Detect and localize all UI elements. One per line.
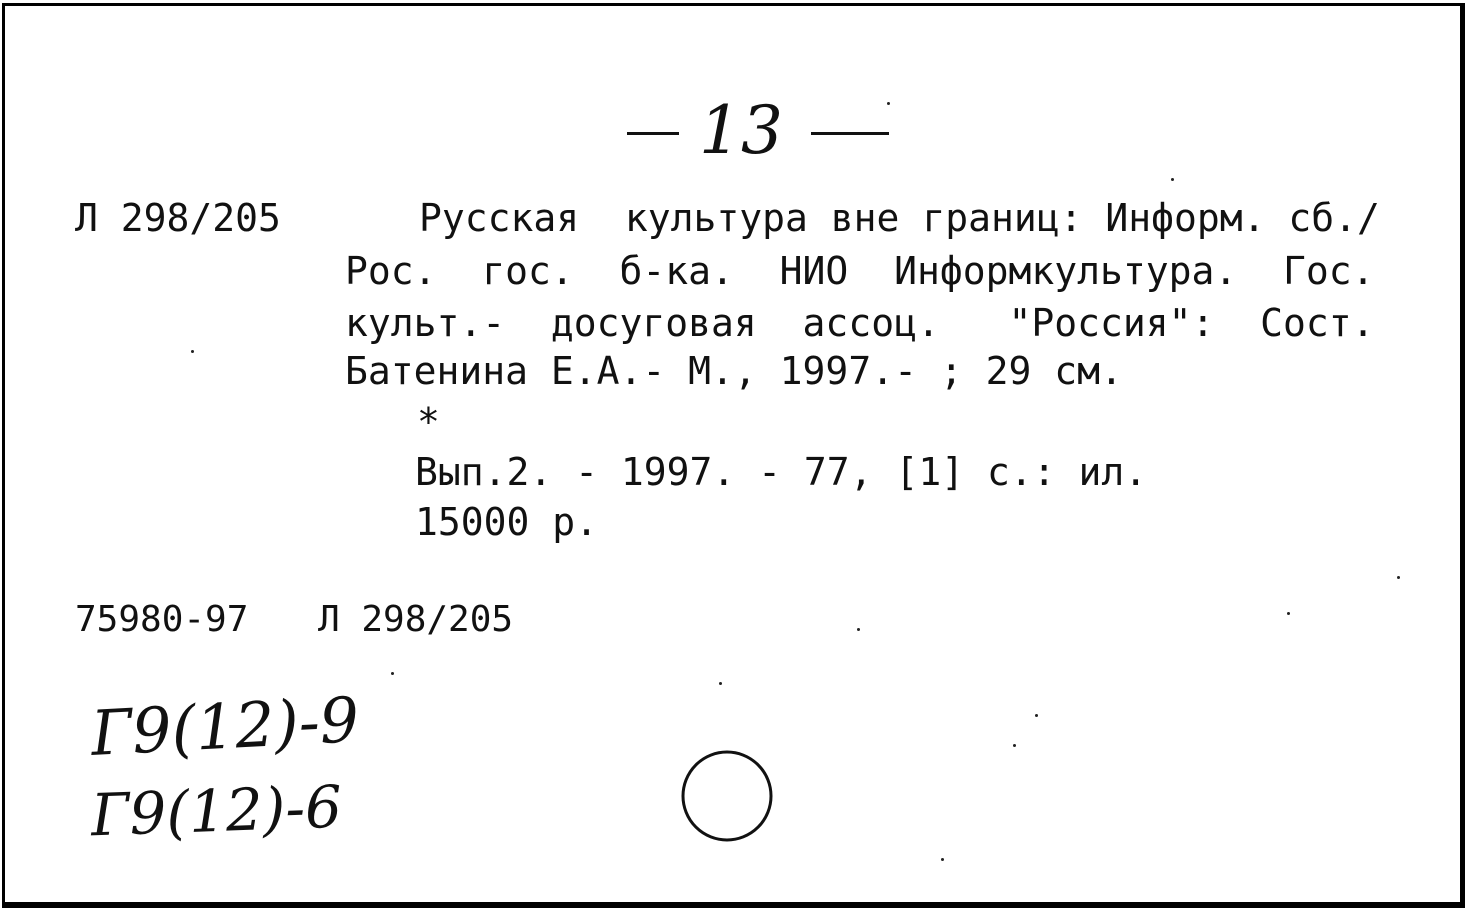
speck xyxy=(1171,178,1174,181)
description-line-3: культ.- досуговая ассоц. "Россия": Сост. xyxy=(345,301,1375,345)
handwritten-code-1: Г9(12)-9 xyxy=(89,683,361,770)
speck xyxy=(1035,714,1038,717)
price: 15000 р. xyxy=(415,500,599,544)
description-line-1: Русская культура вне границ: Информ. сб./ xyxy=(419,196,1380,240)
issue-line: Вып.2. - 1997. - 77, [1] с.: ил. xyxy=(415,450,1148,494)
accession-call-number: Л 298/205 xyxy=(318,599,514,640)
speck xyxy=(191,350,194,353)
speck xyxy=(1013,744,1016,747)
speck xyxy=(941,858,944,861)
dash-left xyxy=(627,132,679,135)
speck xyxy=(719,682,722,685)
accession-number: 75980-97 xyxy=(75,599,249,640)
speck xyxy=(391,672,394,675)
handwritten-code-2: Г9(12)-6 xyxy=(89,772,343,850)
speck xyxy=(1397,576,1400,579)
description-line-4: Батенина Е.А.- М., 1997.- ; 29 см. xyxy=(345,349,1123,393)
page-number: 13 xyxy=(699,92,783,169)
catalog-card xyxy=(2,3,1465,908)
description-line-2: Рос. гос. б-ка. НИО Информкультура. Гос. xyxy=(345,249,1375,293)
dash-right xyxy=(811,132,889,135)
speck xyxy=(857,628,860,631)
asterisk: * xyxy=(417,400,440,444)
punch-hole-icon xyxy=(679,748,775,844)
speck xyxy=(1287,612,1290,615)
speck xyxy=(887,102,890,105)
call-number: Л 298/205 xyxy=(75,196,281,240)
